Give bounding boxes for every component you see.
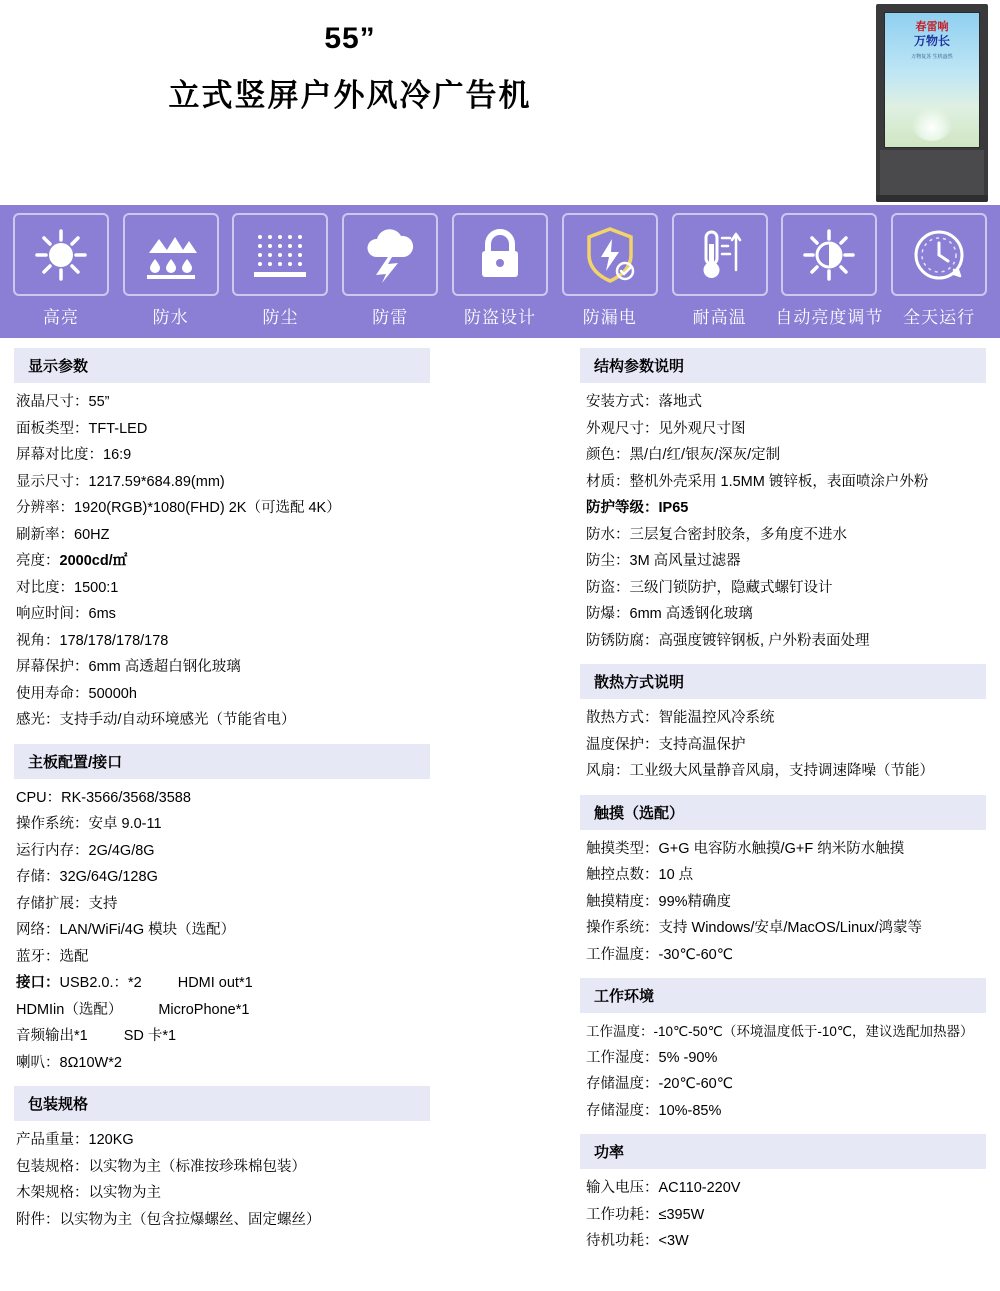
spec-row: 视角：178/178/178/178 (16, 632, 169, 649)
feature-label: 耐高温 (692, 308, 747, 327)
spec-row: 触摸精度：99%精确度 (586, 893, 732, 910)
feature-heat-resistant (665, 213, 775, 338)
feature-label: 自动亮度调节 (775, 308, 884, 327)
spec-row-ports (16, 970, 500, 997)
display-params-rows (0, 389, 500, 734)
power-rows (500, 1175, 1000, 1255)
dust-icon (232, 213, 328, 296)
spec-row: 防锈防腐：高强度镀锌钢板, 户外粉表面处理 (586, 632, 870, 649)
brightness-icon (781, 213, 877, 296)
right-column (500, 338, 1000, 1255)
port-value-b: HDMI out*1 (177, 975, 253, 991)
product-photo (876, 4, 988, 202)
feature-label: 全天运行 (903, 308, 976, 327)
spec-row: 温度保护：支持高温保护 (586, 736, 746, 753)
section-title-packaging: 包装规格 (14, 1086, 430, 1121)
feature-label: 高亮 (42, 308, 79, 327)
spec-row: 工作功耗：≤395W (586, 1206, 705, 1223)
spec-row: 运行内存：2G/4G/8G (16, 842, 155, 859)
section-title-cooling: 散热方式说明 (580, 664, 986, 699)
feature-lightning-proof (335, 213, 445, 338)
spec-row: 散热方式：智能温控风冷系统 (586, 710, 775, 726)
spec-row: 外观尺寸：见外观尺寸图 (586, 420, 746, 437)
spec-row: 对比度：1500:1 (16, 579, 119, 596)
port-value-a: 音频输出*1 (16, 1028, 88, 1044)
section-title-environment: 工作环境 (580, 978, 986, 1013)
spec-row: 触摸类型：G+G 电容防水触摸/G+F 纳米防水触摸 (586, 840, 905, 857)
spec-row: 液晶尺寸：55” (16, 394, 110, 410)
spec-row: 安装方式：落地式 (586, 394, 702, 410)
spec-row: 感光：支持手动/自动环境感光（节能省电） (16, 712, 296, 728)
lock-icon (452, 213, 548, 296)
port-value-b: MicroPhone*1 (158, 1001, 250, 1018)
spec-row: 分辨率：1920(RGB)*1080(FHD) 2K（可选配 4K） (16, 500, 341, 516)
feature-auto-brightness (774, 213, 884, 338)
port-value-b: SD 卡*1 (123, 1028, 177, 1044)
photo-screen-text-2: 万物长 (913, 34, 950, 48)
section-title-mainboard: 主板配置/接口 (14, 744, 430, 779)
title-block (0, 22, 700, 115)
spec-row: 防尘：3M 高风量过滤器 (586, 553, 741, 569)
feature-label: 防水 (152, 308, 189, 327)
feature-label: 防尘 (262, 308, 299, 327)
spec-row: 木架规格：以实物为主 (16, 1185, 161, 1201)
mainboard-rows (0, 785, 500, 1077)
section-title-power: 功率 (580, 1134, 986, 1169)
structure-rows (500, 389, 1000, 654)
spec-row: 防盗：三级门锁防护，隐藏式螺钉设计 (586, 579, 833, 596)
section-title-display: 显示参数 (14, 348, 430, 383)
feature-label: 防漏电 (582, 308, 637, 327)
feature-waterproof (116, 213, 226, 338)
spec-row: 响应时间：6ms (16, 606, 116, 622)
feature-high-brightness (6, 213, 116, 338)
spec-row: 工作温度：-30℃-60℃ (586, 946, 733, 963)
photo-screen-text-3: 万物复苏 生机盎然 (911, 54, 953, 60)
spec-row: 颜色：黑/白/红/银灰/深灰/定制 (586, 447, 781, 463)
product-photo-foot (876, 195, 988, 202)
spec-row: 产品重量：120KG (16, 1132, 134, 1148)
spec-row-brightness (16, 548, 500, 575)
spec-row: 存储湿度：10%-85% (586, 1102, 722, 1119)
spec-row: 工作湿度：5% -90% (586, 1049, 718, 1066)
clock-icon (891, 213, 987, 296)
spec-row: 存储：32G/64G/128G (16, 869, 158, 885)
spec-row: 存储扩展：支持 (16, 895, 118, 912)
photo-screen-text-1: 春雷响 (915, 21, 949, 33)
left-column (0, 338, 500, 1255)
spec-row: 工作温度：-10℃-50℃（环境温度低于-10℃，建议选配加热器） (586, 1024, 974, 1039)
feature-all-day-operation (884, 213, 994, 338)
page-title: 立式竖屏户外风冷广告机 (168, 78, 532, 113)
sun-icon (13, 213, 109, 296)
spec-row-ports (16, 997, 500, 1024)
spec-row: 使用寿命：50000h (16, 685, 137, 702)
spec-row: 网络：LAN/WiFi/4G 模块（选配） (16, 922, 236, 938)
spec-row: 触控点数：10 点 (586, 867, 694, 883)
spec-row: 附件：以实物为主（包含拉爆螺丝、固定螺丝） (16, 1211, 321, 1228)
section-title-touch: 触摸（选配） (580, 795, 986, 830)
spec-row: CPU：RK-3566/3568/3588 (16, 789, 191, 806)
spec-row: 屏幕对比度：16:9 (16, 447, 132, 463)
packaging-rows (0, 1127, 500, 1233)
feature-dustproof (226, 213, 336, 338)
brightness-label: 亮度： (16, 553, 60, 569)
spec-row: 包装规格：以实物为主（标准按珍珠棉包装） (16, 1158, 306, 1175)
photo-leaf-decoration (912, 107, 952, 141)
section-title-structure: 结构参数说明 (580, 348, 986, 383)
spec-row: 待机功耗：<3W (586, 1233, 689, 1249)
feature-label: 防盗设计 (464, 308, 537, 327)
shield-bolt-icon (562, 213, 658, 296)
spec-row: 喇叭：8Ω10W*2 (16, 1054, 122, 1071)
spec-row: 防水：三层复合密封胶条，多角度不进水 (586, 526, 847, 543)
spec-row: 风扇：工业级大风量静音风扇，支持调速降噪（节能） (586, 763, 934, 779)
spec-row: 蓝牙：选配 (16, 948, 89, 965)
spec-row: 刷新率：60HZ (16, 526, 110, 543)
spec-row-ports (16, 1023, 500, 1050)
feature-anti-theft (445, 213, 555, 338)
lightning-cloud-icon (342, 213, 438, 296)
spec-row: 操作系统：安卓 9.0-11 (16, 816, 162, 832)
spec-row: 操作系统：支持 Windows/安卓/MacOS/Linux/鸿蒙等 (586, 920, 922, 936)
spec-row-protection-level: 防护等级：IP65 (586, 500, 689, 516)
header (0, 0, 1000, 205)
thermometer-icon (672, 213, 768, 296)
port-value-a: HDMIin（选配） (16, 1001, 123, 1018)
spec-row: 防爆：6mm 高透钢化玻璃 (586, 606, 753, 622)
spec-row: 面板类型：TFT-LED (16, 420, 148, 437)
feature-bar (0, 205, 1000, 338)
water-drop-icon (123, 213, 219, 296)
feature-leakage-protection (555, 213, 665, 338)
cooling-rows (500, 705, 1000, 785)
port-value-a: USB2.0.：*2 (59, 975, 142, 991)
product-photo-screen (884, 12, 980, 148)
spec-row: 输入电压：AC110-220V (586, 1180, 741, 1196)
spec-row: 屏幕保护：6mm 高透超白钢化玻璃 (16, 659, 241, 675)
environment-rows (500, 1019, 1000, 1124)
spec-row: 显示尺寸：1217.59*684.89(mm) (16, 473, 225, 490)
size-title: 55” (324, 22, 376, 55)
product-photo-base (880, 150, 984, 196)
spec-content (0, 338, 1000, 1255)
brightness-value: 2000cd/㎡ (59, 553, 128, 569)
spec-row: 存储温度：-20℃-60℃ (586, 1076, 733, 1092)
feature-label: 防雷 (372, 308, 409, 327)
port-label: 接口： (16, 975, 60, 991)
touch-rows (500, 836, 1000, 969)
spec-row: 材质：整机外壳采用 1.5MM 镀锌板，表面喷涂户外粉 (586, 473, 929, 490)
